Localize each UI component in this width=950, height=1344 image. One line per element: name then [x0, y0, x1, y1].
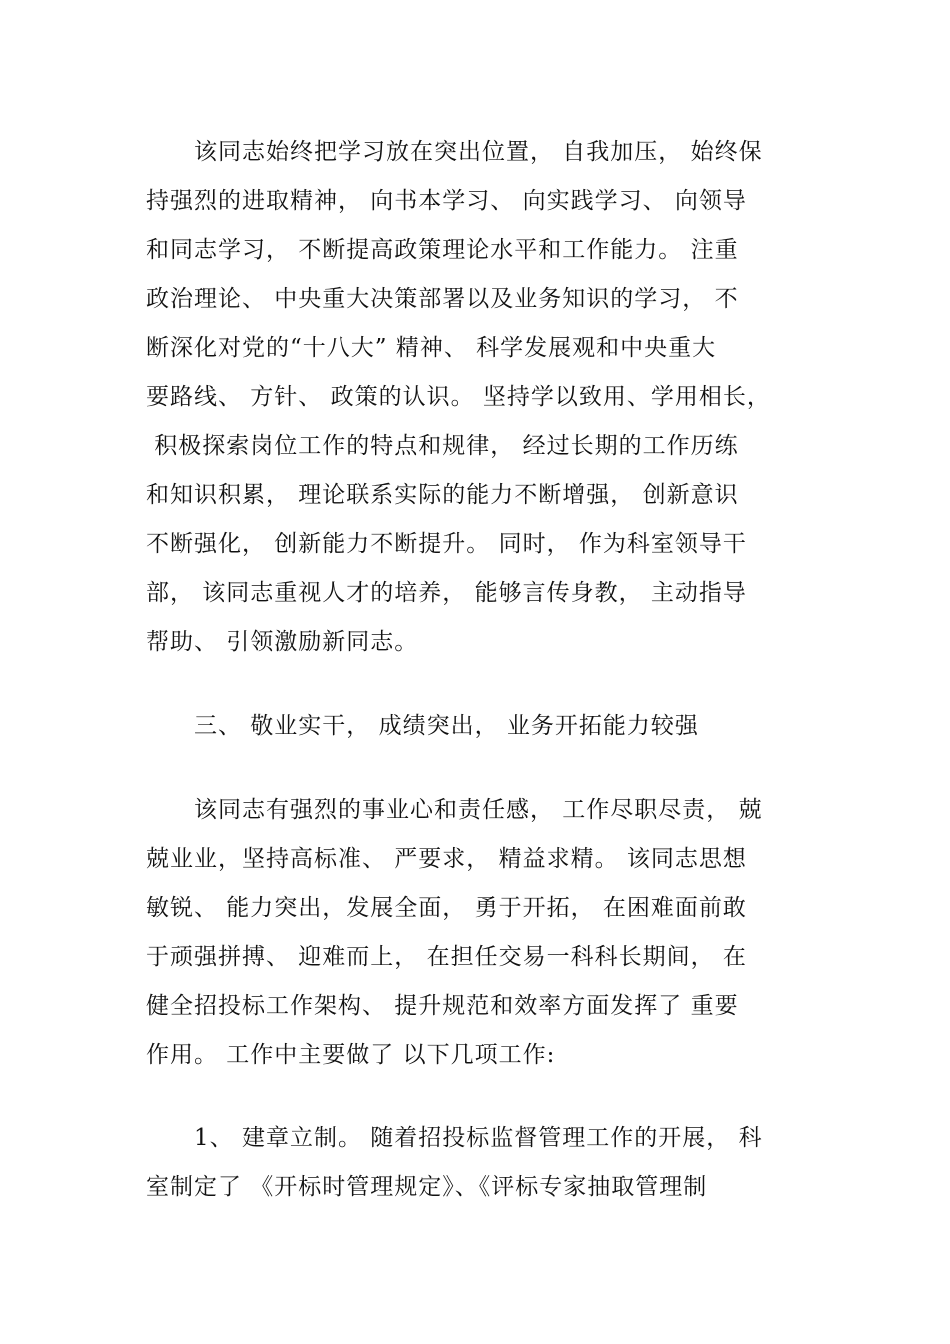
section-heading: 三、 敬业实干， 成绩突出， 业务开拓能力较强	[146, 713, 699, 739]
text-line: 帮助、 引领激励新同志。	[146, 629, 419, 655]
text-line: 不断强化， 创新能力不断提升。 同时， 作为科室领导干	[146, 531, 747, 557]
text-line: 持强烈的进取精神， 向书本学习、 向实践学习、 向领导	[146, 188, 747, 214]
text-line: 积极探索岗位工作的特点和规律， 经过长期的工作历练	[146, 433, 739, 459]
text-line: 作用。 工作中主要做了 以下几项工作:	[146, 1042, 556, 1068]
text-line: 兢业业，坚持高标准、 严要求， 精益求精。 该同志思想	[146, 846, 747, 872]
text-line: 部， 该同志重视人才的培养， 能够言传身教， 主动指导	[146, 580, 747, 606]
text-line: 1、 建章立制。 随着招投标监督管理工作的开展， 科	[146, 1125, 763, 1151]
text-line: 敏锐、 能力突出，发展全面， 勇于开拓， 在困难面前敢	[146, 895, 747, 921]
text-line: 要路线、 方针、 政策的认识。 坚持学以致用、学用相长，	[146, 384, 771, 410]
text-line: 该同志始终把学习放在突出位置， 自我加压， 始终保	[146, 139, 763, 165]
text-line: 和同志学习， 不断提高政策理论水平和工作能力。 注重	[146, 237, 739, 263]
text-line: 健全招投标工作架构、 提升规范和效率方面发挥了 重要	[146, 993, 739, 1019]
text-line: 和知识积累， 理论联系实际的能力不断增强， 创新意识	[146, 482, 739, 508]
text-line: 室制定了 《开标时管理规定》、《评标专家抽取管理制	[146, 1174, 708, 1200]
text-line: 于顽强拼搏、 迎难而上， 在担任交易一科科长期间， 在	[146, 944, 747, 970]
text-line: 政治理论、 中央重大决策部署以及业务知识的学习， 不	[146, 286, 739, 312]
text-line: 断深化对党的“十八大” 精神、 科学发展观和中央重大	[146, 335, 717, 361]
text-line: 该同志有强烈的事业心和责任感， 工作尽职尽责， 兢	[146, 797, 763, 823]
